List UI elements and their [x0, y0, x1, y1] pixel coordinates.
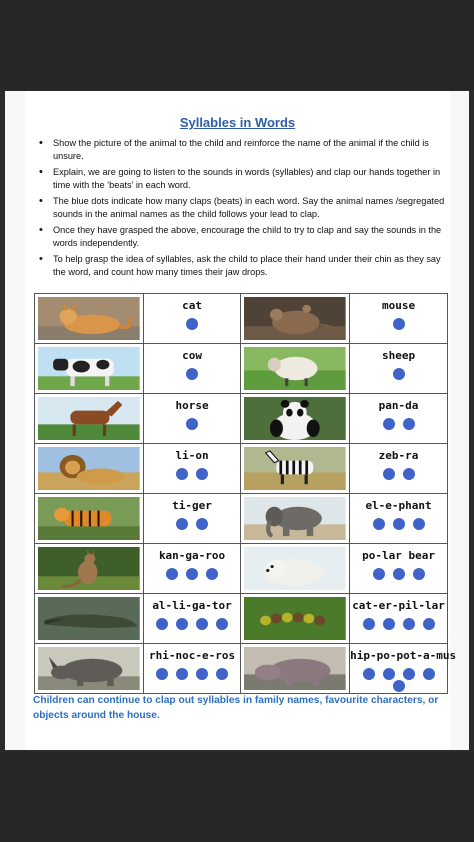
- animal-word-cell: [143, 494, 241, 544]
- beat-dot: [403, 668, 415, 680]
- instruction-item: • The blue dots indicate how many claps (beats) in each word. Say the animal names /segregated sounds in the animal names as the child follows your lead to clap.: [35, 195, 453, 221]
- beat-dots: [144, 318, 241, 330]
- beat-dot: [216, 618, 228, 630]
- beat-dot: [423, 668, 435, 680]
- animal-picture-cell: [241, 294, 350, 344]
- alligator-photo: [38, 597, 140, 640]
- beat-dot: [166, 568, 178, 580]
- animal-word-cell: [143, 644, 241, 694]
- instruction-list: [35, 137, 453, 282]
- beat-dot: [363, 618, 375, 630]
- beat-dots: [350, 368, 447, 380]
- rhinoceros-photo: [38, 647, 140, 690]
- table-row: [35, 394, 448, 444]
- animal-picture-cell: [35, 394, 144, 444]
- table-row: [35, 494, 448, 544]
- document-page: [25, 91, 457, 750]
- beat-dot: [373, 568, 385, 580]
- polar-bear-photo: [244, 547, 346, 590]
- animal-picture-cell: [35, 544, 144, 594]
- animal-word: hip-po-pot-a-mus: [350, 649, 457, 662]
- animal-word: horse: [175, 399, 209, 412]
- top-black-bar: [0, 0, 474, 90]
- beat-dot: [393, 680, 405, 692]
- beat-dots: [144, 468, 241, 480]
- animal-picture-cell: [35, 644, 144, 694]
- animal-word: cat-er-pil-lar: [352, 599, 445, 612]
- kangaroo-photo: [38, 547, 140, 590]
- caterpillar-photo: [244, 597, 346, 640]
- beat-dot: [186, 568, 198, 580]
- animal-word: li-on: [175, 449, 209, 462]
- table-row: [35, 594, 448, 644]
- horse-photo: [38, 397, 140, 440]
- animal-picture-cell: [35, 294, 144, 344]
- table-row: [35, 444, 448, 494]
- beat-dots: [350, 318, 447, 330]
- animal-word-cell: [350, 344, 448, 394]
- animal-picture-cell: [241, 594, 350, 644]
- beat-dot: [186, 368, 198, 380]
- beat-dot: [423, 618, 435, 630]
- page-title: Syllables in Words: [179, 115, 296, 130]
- animal-word: ti-ger: [172, 499, 212, 512]
- cat-photo: [38, 297, 140, 340]
- beat-dot: [176, 618, 188, 630]
- animal-word-cell: [350, 544, 448, 594]
- animal-word-cell: [350, 594, 448, 644]
- beat-dot: [176, 468, 188, 480]
- animal-word: zeb-ra: [378, 449, 419, 462]
- beat-dot: [393, 318, 405, 330]
- beat-dot: [186, 418, 198, 430]
- instruction-item: • Once they have grasped the above, encourage the child to try to clap and say the sounds in the words independently.: [35, 224, 453, 250]
- animal-word: po-lar bear: [362, 549, 435, 562]
- animal-word: el-e-phant: [365, 499, 432, 512]
- beat-dot: [206, 568, 218, 580]
- sheep-photo: [244, 347, 346, 390]
- animal-picture-cell: [241, 444, 350, 494]
- beat-dot: [383, 418, 395, 430]
- beat-dot: [403, 418, 415, 430]
- beat-dots: [350, 418, 447, 430]
- beat-dot: [373, 518, 385, 530]
- beat-dot: [383, 668, 395, 680]
- beat-dots: [350, 668, 447, 692]
- beat-dot: [393, 568, 405, 580]
- beat-dot: [216, 668, 228, 680]
- animal-word: cat: [182, 299, 202, 312]
- animal-word-cell: [350, 394, 448, 444]
- animal-word-cell: [350, 644, 457, 694]
- beat-dot: [363, 668, 375, 680]
- footer-note: Children can continue to clap out syllables in family names, favourite characters, or objects around the house.: [33, 695, 439, 721]
- beat-dot: [393, 368, 405, 380]
- beat-dot: [413, 518, 425, 530]
- beat-dots: [350, 518, 447, 530]
- beat-dot: [196, 618, 208, 630]
- animal-picture-cell: [241, 344, 350, 394]
- instruction-item: • Explain, we are going to listen to the sounds in words (syllables) and clap our hands together in time with the ‘beats’ in each word.: [35, 166, 453, 192]
- beat-dot: [186, 318, 198, 330]
- beat-dots: [350, 568, 447, 580]
- table-row: [35, 294, 448, 344]
- beat-dots: [350, 468, 447, 480]
- beat-dots: [144, 368, 241, 380]
- animal-word-cell: [350, 494, 448, 544]
- panda-photo: [244, 397, 346, 440]
- animal-word-cell: [143, 344, 241, 394]
- animal-picture-cell: [35, 344, 144, 394]
- animal-picture-cell: [241, 544, 350, 594]
- animal-picture-cell: [241, 494, 350, 544]
- animal-word: mouse: [381, 299, 416, 312]
- beat-dot: [403, 468, 415, 480]
- beat-dot: [196, 668, 208, 680]
- animal-word: cow: [182, 349, 202, 362]
- animal-word-cell: [143, 394, 241, 444]
- cow-photo: [38, 347, 140, 390]
- animal-word-cell: [143, 294, 241, 344]
- animal-word-cell: [143, 444, 241, 494]
- animal-word: al-li-ga-tor: [152, 599, 232, 612]
- beat-dots: [144, 618, 241, 630]
- lion-photo: [38, 447, 140, 490]
- animal-picture-cell: [35, 594, 144, 644]
- animal-word: rhi-noc-e-ros: [149, 649, 236, 662]
- animal-picture-cell: [35, 444, 144, 494]
- instruction-item: • To help grasp the idea of syllables, ask the child to place their hand under their chin as they say the word, and count how many times their jaw drops.: [35, 253, 453, 279]
- hippopotamus-photo: [244, 647, 346, 690]
- table-row: [35, 644, 448, 694]
- beat-dots: [144, 418, 241, 430]
- animal-word-cell: [350, 444, 448, 494]
- animal-word-cell: [143, 594, 241, 644]
- animal-picture-cell: [35, 494, 144, 544]
- beat-dot: [176, 668, 188, 680]
- bottom-black-bar: [0, 752, 474, 842]
- beat-dots: [144, 518, 241, 530]
- animal-word-cell: [350, 294, 448, 344]
- animal-word: kan-ga-roo: [158, 549, 226, 562]
- table-row: [35, 544, 448, 594]
- animal-word: pan-da: [378, 399, 419, 412]
- animal-picture-cell: [241, 644, 350, 694]
- beat-dot: [393, 518, 405, 530]
- beat-dots: [144, 668, 241, 680]
- animal-word-cell: [143, 544, 241, 594]
- beat-dots: [144, 568, 241, 580]
- beat-dot: [383, 618, 395, 630]
- beat-dot: [403, 618, 415, 630]
- beat-dot: [196, 468, 208, 480]
- beat-dot: [156, 668, 168, 680]
- document-sheet: [5, 91, 469, 750]
- elephant-photo: [244, 497, 346, 540]
- beat-dot: [176, 518, 188, 530]
- instruction-item: • Show the picture of the animal to the child and reinforce the name of the animal if the child is unsure.: [35, 137, 453, 163]
- beat-dots: [350, 618, 447, 630]
- beat-dot: [196, 518, 208, 530]
- tiger-photo: [38, 497, 140, 540]
- animal-word: sheep: [381, 349, 416, 362]
- mouse-photo: [244, 297, 346, 340]
- beat-dot: [413, 568, 425, 580]
- zebra-photo: [244, 447, 346, 490]
- beat-dot: [383, 468, 395, 480]
- syllable-table: [34, 293, 457, 694]
- table-row: [35, 344, 448, 394]
- beat-dot: [156, 618, 168, 630]
- animal-picture-cell: [241, 394, 350, 444]
